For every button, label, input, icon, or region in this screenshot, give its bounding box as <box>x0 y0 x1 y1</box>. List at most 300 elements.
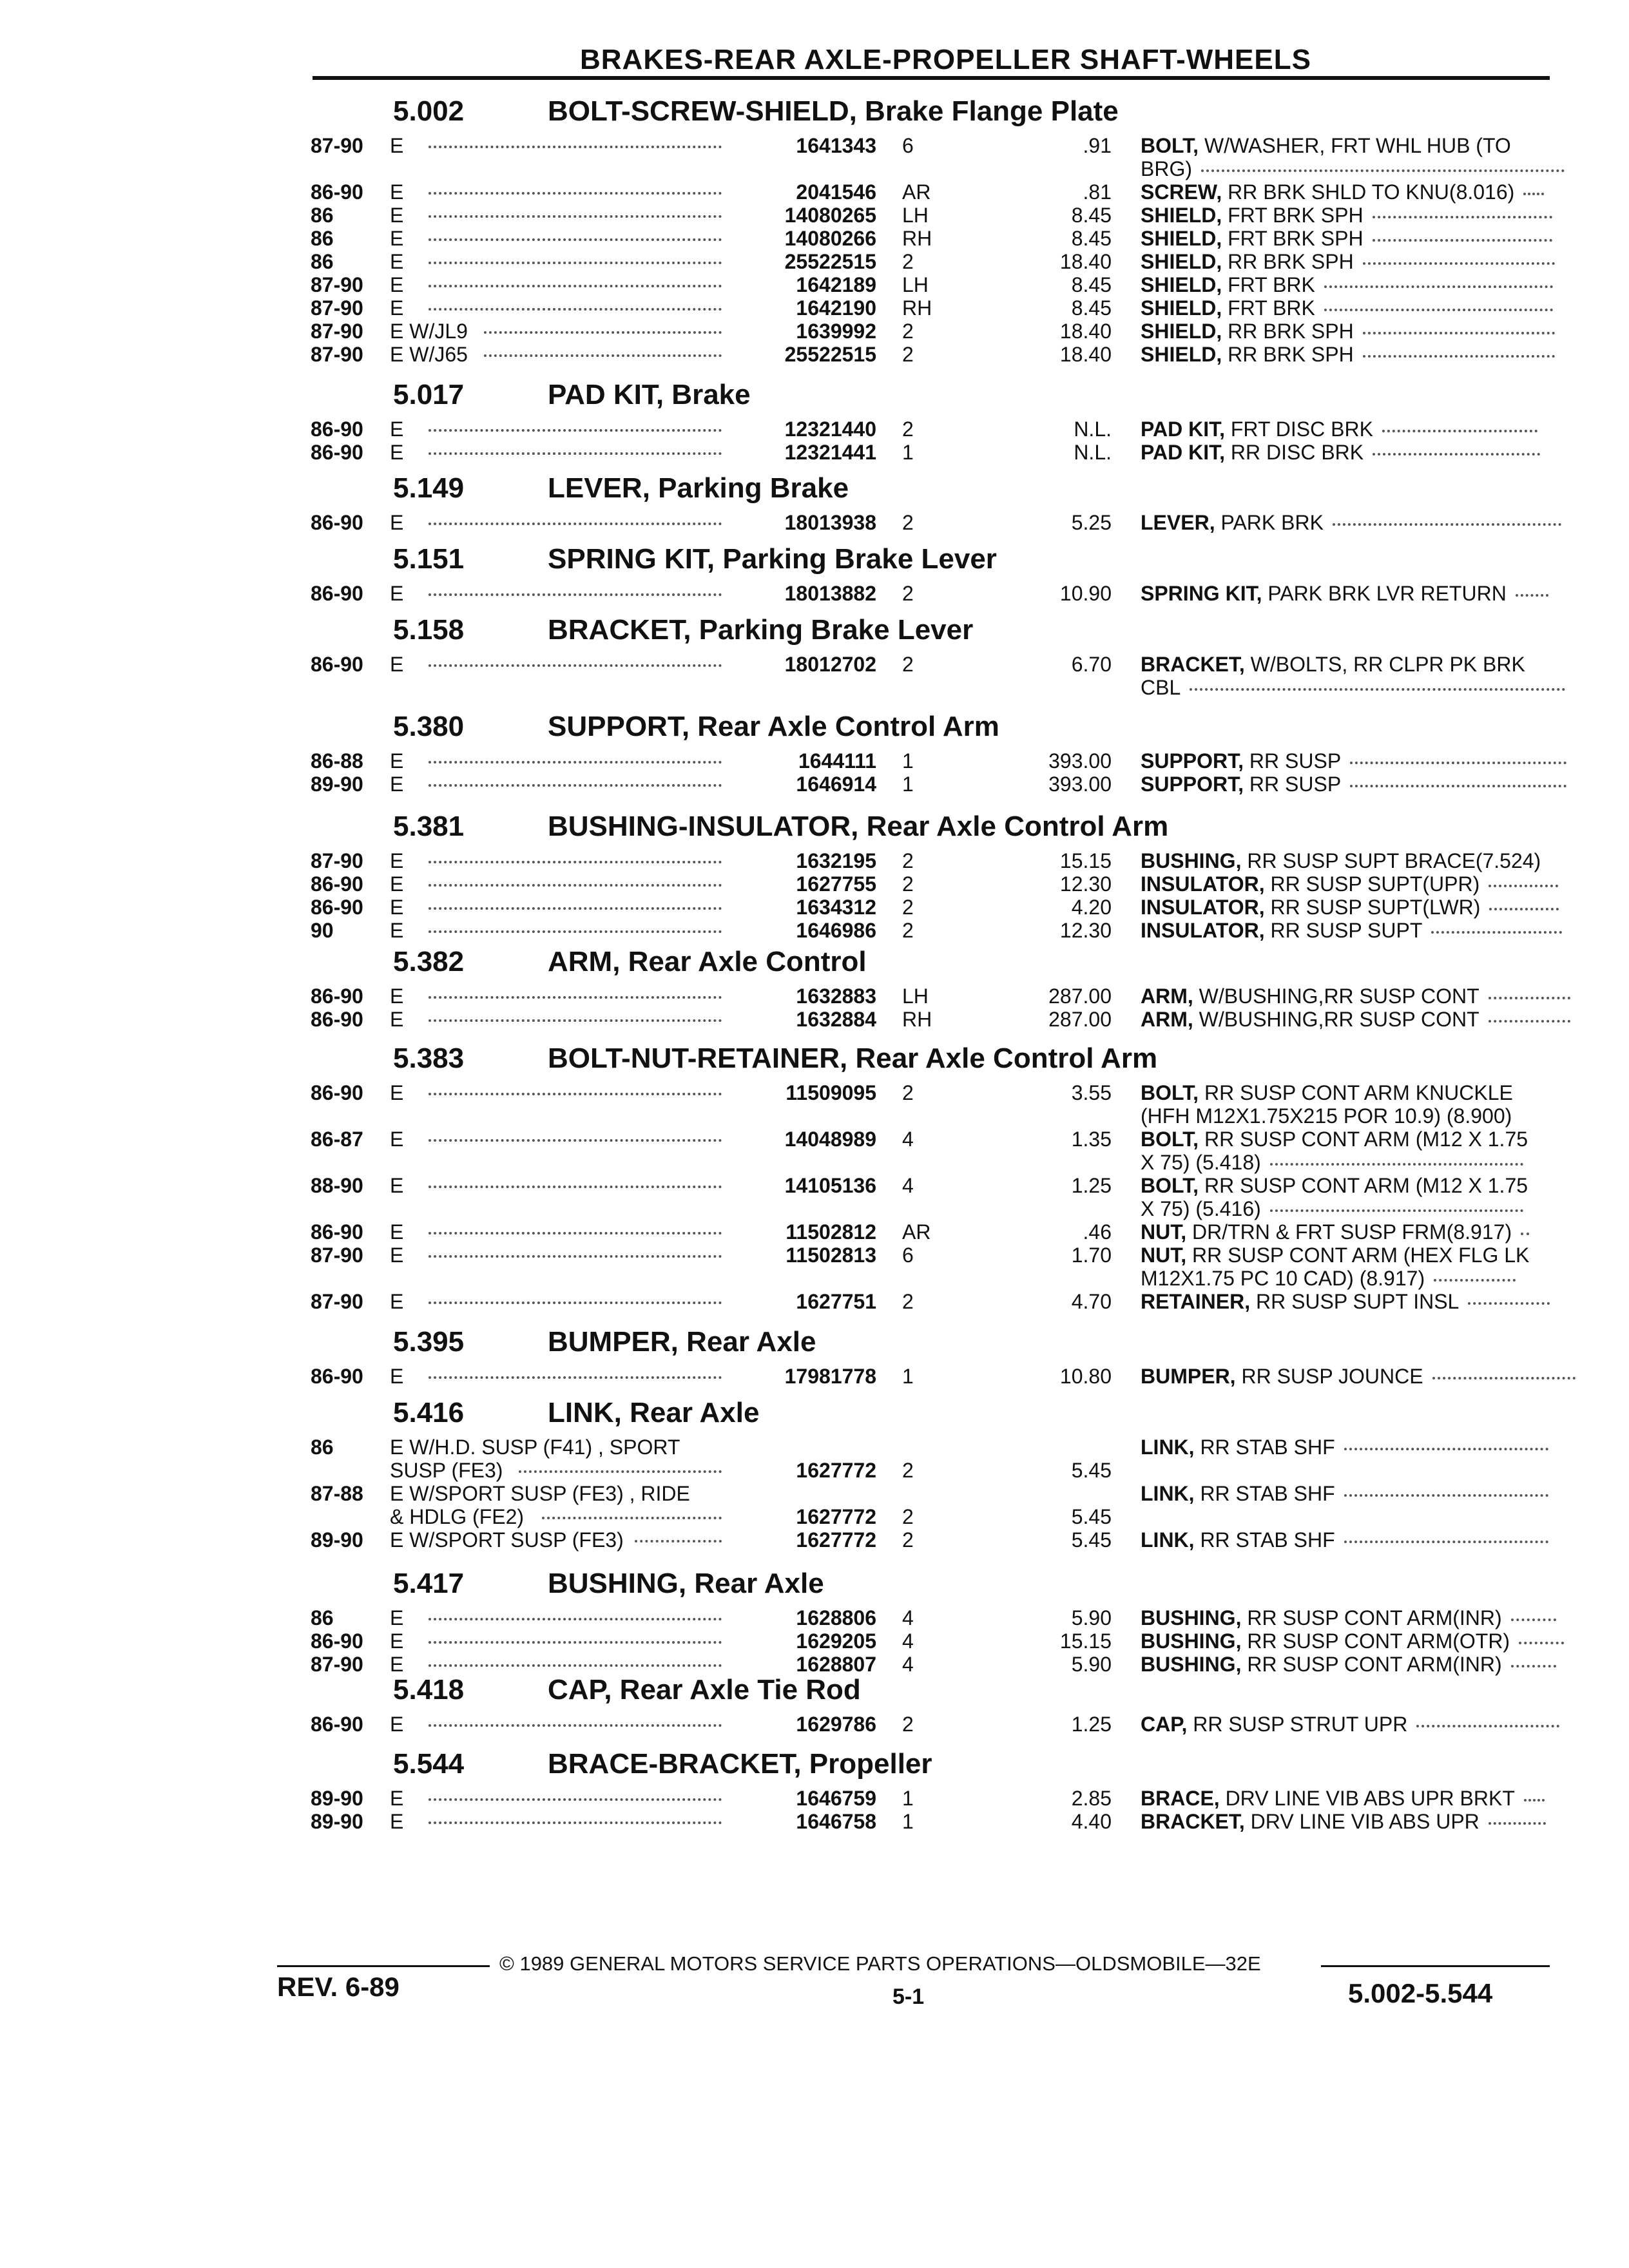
description-detail: RR DISC BRK <box>1224 441 1364 464</box>
section-number: 5.544 <box>393 1748 465 1780</box>
description-detail: FRT BRK <box>1222 273 1315 296</box>
description-leader <box>1516 594 1548 597</box>
description-detail: W/BUSHING,RR SUSP CONT <box>1193 985 1480 1008</box>
description-line <box>1141 1290 1566 1313</box>
description-noun: BOLT, <box>1141 134 1199 157</box>
part-row <box>303 511 1566 534</box>
quantity: RH <box>902 1008 932 1031</box>
part-row <box>303 343 1566 366</box>
model-usage <box>390 1174 403 1197</box>
price: N.L. <box>1074 418 1112 441</box>
model-usage <box>390 227 403 250</box>
footer-revision: REV. 6-89 <box>277 1972 400 2002</box>
quantity: 2 <box>902 582 914 605</box>
section-number: 5.395 <box>393 1326 465 1358</box>
quantity: 1 <box>902 441 914 464</box>
model-usage <box>390 180 403 204</box>
model-usage <box>390 1244 403 1267</box>
price: 6.70 <box>1071 653 1112 676</box>
quantity: LH <box>902 985 929 1008</box>
price: 18.40 <box>1059 343 1112 366</box>
model-years: 87-90 <box>311 134 363 157</box>
model-years: 86-90 <box>311 1713 363 1736</box>
quantity: 2 <box>902 653 914 676</box>
description-noun: ARM, <box>1141 985 1193 1008</box>
description-line <box>1141 441 1566 464</box>
quantity: 4 <box>902 1653 914 1676</box>
description-detail: PARK BRK LVR RETURN <box>1262 582 1507 605</box>
model-years: 86-90 <box>311 872 363 896</box>
part-number: 1628806 <box>796 1606 876 1629</box>
part-row <box>303 1606 1566 1629</box>
section-number: 5.149 <box>393 472 465 504</box>
dot-leader <box>429 215 722 218</box>
part-number: 14080265 <box>784 204 876 227</box>
model-usage <box>390 849 403 872</box>
model-usage-line: E <box>390 1365 404 1388</box>
description-detail: FRT BRK SPH <box>1222 227 1364 250</box>
description-noun: LEVER, <box>1141 511 1215 534</box>
section-title: BRACE-BRACKET, Propeller <box>548 1748 932 1780</box>
dot-leader <box>635 1540 722 1542</box>
description-noun: NUT, <box>1141 1244 1187 1267</box>
price: 1.70 <box>1071 1244 1112 1267</box>
description-noun: CAP, <box>1141 1713 1188 1736</box>
catalog-section <box>303 543 1566 605</box>
part-number: 18013938 <box>784 511 876 534</box>
model-usage-line: SUSP (FE3) <box>390 1459 503 1482</box>
part-number: 1646914 <box>796 773 876 796</box>
part-number: 18013882 <box>784 582 876 605</box>
model-years: 86 <box>311 1436 334 1459</box>
part-description <box>1141 1787 1566 1810</box>
description-noun: SCREW, <box>1141 180 1222 204</box>
description-noun: BUSHING, <box>1141 1606 1242 1629</box>
description-noun: BOLT, <box>1141 1081 1199 1104</box>
section-heading <box>303 811 1566 849</box>
section-heading <box>303 543 1566 582</box>
part-description <box>1141 1810 1566 1833</box>
model-usage <box>390 896 403 919</box>
description-noun: SHIELD, <box>1141 320 1222 343</box>
model-usage-line: E <box>390 1653 404 1676</box>
model-usage <box>390 919 403 942</box>
part-number: 1627772 <box>796 1459 876 1482</box>
description-detail: RR SUSP SUPT(LWR) <box>1264 896 1481 919</box>
description-noun: SUPPORT, <box>1141 773 1244 796</box>
model-years: 87-90 <box>311 1653 363 1676</box>
price: 3.55 <box>1071 1081 1112 1104</box>
dot-leader <box>429 664 722 667</box>
part-number: 1646759 <box>796 1787 876 1810</box>
description-text: CBL <box>1141 676 1181 699</box>
model-years: 87-90 <box>311 849 363 872</box>
description-detail: RR SUSP CONT ARM(INR) <box>1241 1606 1502 1629</box>
part-number: 1629786 <box>796 1713 876 1736</box>
description-leader <box>1523 193 1544 195</box>
footer-copyright: © 1989 GENERAL MOTORS SERVICE PARTS OPERATIONS—OLDSMOBILE—32E <box>499 1952 1261 1975</box>
part-description <box>1141 1528 1566 1552</box>
description-leader <box>1270 1163 1523 1166</box>
section-heading <box>303 1043 1566 1081</box>
dot-leader <box>429 1019 722 1022</box>
description-line <box>1141 896 1566 919</box>
description-line <box>1141 676 1566 699</box>
description-detail: FRT BRK SPH <box>1222 204 1364 227</box>
description-line <box>1141 320 1566 343</box>
description-line <box>1141 1008 1566 1031</box>
price: 18.40 <box>1059 320 1112 343</box>
model-years: 86 <box>311 250 334 273</box>
model-years: 89-90 <box>311 1810 363 1833</box>
quantity: 1 <box>902 749 914 773</box>
quantity: 1 <box>902 1787 914 1810</box>
model-years: 86-87 <box>311 1128 363 1151</box>
dot-leader <box>429 1724 722 1727</box>
dot-leader <box>429 1255 722 1258</box>
description-line <box>1141 1787 1566 1810</box>
part-description <box>1141 1482 1566 1505</box>
dot-leader <box>429 523 722 525</box>
description-noun: INSULATOR, <box>1141 872 1265 896</box>
section-heading <box>303 472 1566 511</box>
section-heading <box>303 1326 1566 1365</box>
dot-leader <box>429 146 722 148</box>
model-usage-line: E W/SPORT SUSP (FE3) <box>390 1528 624 1552</box>
footer-rule-left <box>277 1965 490 1967</box>
part-number: 14048989 <box>784 1128 876 1151</box>
part-row <box>303 872 1566 896</box>
price: 393.00 <box>1048 773 1112 796</box>
part-description <box>1141 1220 1566 1244</box>
part-description <box>1141 919 1566 942</box>
dot-leader <box>429 1664 722 1667</box>
description-line <box>1141 1482 1566 1505</box>
section-title: ARM, Rear Axle Control <box>548 946 867 977</box>
model-usage-line: E <box>390 582 404 605</box>
price: 10.90 <box>1059 582 1112 605</box>
part-number: 1642189 <box>796 273 876 296</box>
description-text: X 75) (5.416) <box>1141 1197 1261 1220</box>
part-number: 2041546 <box>796 180 876 204</box>
model-years: 89-90 <box>311 1528 363 1552</box>
description-line <box>1141 1629 1566 1653</box>
part-row <box>303 985 1566 1008</box>
dot-leader <box>429 1376 722 1379</box>
part-number: 1646986 <box>796 919 876 942</box>
part-row <box>303 1713 1566 1736</box>
part-description <box>1141 1081 1566 1128</box>
dot-leader <box>429 262 722 264</box>
part-description <box>1141 1436 1566 1459</box>
part-description <box>1141 1606 1566 1629</box>
model-years: 87-90 <box>311 320 363 343</box>
description-leader <box>1201 169 1565 172</box>
quantity: 2 <box>902 418 914 441</box>
model-usage <box>390 1482 690 1528</box>
part-description <box>1141 1713 1566 1736</box>
description-detail: RR SUSP JOUNCE <box>1235 1365 1423 1388</box>
quantity: 1 <box>902 1365 914 1388</box>
price: .91 <box>1083 134 1112 157</box>
part-row <box>303 1810 1566 1833</box>
part-number: 1629205 <box>796 1629 876 1653</box>
model-years: 86-90 <box>311 582 363 605</box>
section-heading <box>303 711 1566 749</box>
description-detail: RR SUSP SUPT BRACE(7.524) <box>1241 849 1541 872</box>
model-usage-line: E <box>390 1128 404 1151</box>
part-description <box>1141 320 1566 343</box>
model-years: 86-90 <box>311 511 363 534</box>
price: 5.45 <box>1071 1505 1112 1528</box>
part-number: 18012702 <box>784 653 876 676</box>
description-detail: RR STAB SHF <box>1194 1528 1335 1552</box>
section-number: 5.158 <box>393 614 465 646</box>
catalog-section <box>303 1326 1566 1388</box>
part-row <box>303 204 1566 227</box>
part-description <box>1141 1244 1566 1290</box>
model-usage <box>390 1290 403 1313</box>
part-number: 1627755 <box>796 872 876 896</box>
quantity: LH <box>902 204 929 227</box>
model-usage-line: E <box>390 511 404 534</box>
part-number: 1641343 <box>796 134 876 157</box>
price: 5.25 <box>1071 511 1112 534</box>
part-description <box>1141 204 1566 227</box>
description-detail: FRT DISC BRK <box>1224 418 1373 441</box>
description-line <box>1141 1436 1566 1459</box>
dot-leader <box>484 331 722 334</box>
description-noun: PAD KIT, <box>1141 418 1225 441</box>
part-number: 1644111 <box>798 749 876 773</box>
description-noun: BRACKET, <box>1141 653 1245 676</box>
part-number: 1627772 <box>796 1528 876 1552</box>
part-number: 11509095 <box>786 1081 876 1104</box>
description-noun: LINK, <box>1141 1436 1195 1459</box>
model-usage-line: E W/JL9 <box>390 320 468 343</box>
quantity: 2 <box>902 320 914 343</box>
description-detail: FRT BRK <box>1222 296 1315 320</box>
description-leader <box>1489 908 1559 910</box>
model-years: 86-90 <box>311 1629 363 1653</box>
description-noun: LINK, <box>1141 1482 1195 1505</box>
description-line <box>1141 511 1566 534</box>
model-years: 86-90 <box>311 418 363 441</box>
dot-leader <box>429 285 722 287</box>
price: 15.15 <box>1059 849 1112 872</box>
price: 1.35 <box>1071 1128 1112 1151</box>
description-line <box>1141 204 1566 227</box>
catalog-section <box>303 614 1566 699</box>
price: .46 <box>1083 1220 1112 1244</box>
price: 12.30 <box>1059 872 1112 896</box>
model-usage-line: E <box>390 1244 404 1267</box>
price: 8.45 <box>1071 204 1112 227</box>
model-usage-line: E <box>390 441 404 464</box>
description-line <box>1141 250 1566 273</box>
part-row <box>303 273 1566 296</box>
section-title: BUSHING, Rear Axle <box>548 1568 824 1599</box>
part-row <box>303 1174 1566 1220</box>
part-row <box>303 582 1566 605</box>
part-number: 1634312 <box>796 896 876 919</box>
model-years: 86-88 <box>311 749 363 773</box>
description-leader <box>1524 1799 1545 1802</box>
description-line <box>1141 653 1566 676</box>
part-row <box>303 1629 1566 1653</box>
part-row <box>303 1436 1566 1482</box>
part-description <box>1141 418 1566 441</box>
description-detail: RR BRK SHLD TO KNU(8.016) <box>1222 180 1515 204</box>
section-number: 5.381 <box>393 811 465 842</box>
model-usage <box>390 653 403 676</box>
part-row <box>303 1653 1566 1676</box>
part-row <box>303 919 1566 942</box>
description-leader <box>1344 1448 1548 1450</box>
dot-leader <box>429 784 722 787</box>
description-line <box>1141 1081 1566 1104</box>
description-leader <box>1468 1302 1550 1305</box>
quantity: 2 <box>902 511 914 534</box>
quantity: 1 <box>902 1810 914 1833</box>
price: 8.45 <box>1071 296 1112 320</box>
model-usage <box>390 250 403 273</box>
quantity: RH <box>902 227 932 250</box>
description-leader <box>1416 1725 1559 1727</box>
model-usage-line: E <box>390 1606 404 1629</box>
dot-leader <box>429 308 722 311</box>
description-leader <box>1511 1619 1556 1621</box>
description-detail: RR BRK SPH <box>1222 250 1354 273</box>
description-leader <box>1489 997 1570 999</box>
description-noun: BUSHING, <box>1141 849 1242 872</box>
part-row <box>303 1528 1566 1552</box>
description-detail: RR SUSP SUPT <box>1264 919 1423 942</box>
quantity: 2 <box>902 1290 914 1313</box>
part-description <box>1141 511 1566 534</box>
part-description <box>1141 1365 1566 1388</box>
section-title: SUPPORT, Rear Axle Control Arm <box>548 711 999 742</box>
model-usage <box>390 872 403 896</box>
description-line <box>1141 1244 1566 1267</box>
dot-leader <box>429 593 722 596</box>
quantity: 2 <box>902 1081 914 1104</box>
part-row <box>303 1220 1566 1244</box>
section-number: 5.417 <box>393 1568 465 1599</box>
part-description <box>1141 582 1566 605</box>
catalog-section <box>303 1043 1566 1313</box>
description-leader <box>1521 1233 1529 1235</box>
quantity: 2 <box>902 872 914 896</box>
description-detail: W/BOLTS, RR CLPR PK BRK <box>1244 653 1525 676</box>
model-usage-line: E <box>390 1008 404 1031</box>
description-detail: RR BRK SPH <box>1222 320 1354 343</box>
description-detail: PARK BRK <box>1215 511 1324 534</box>
description-leader <box>1489 1020 1570 1023</box>
description-leader <box>1431 931 1562 934</box>
part-description <box>1141 773 1566 796</box>
model-usage <box>390 582 403 605</box>
quantity: 6 <box>902 1244 914 1267</box>
description-line <box>1141 1104 1566 1128</box>
description-noun: NUT, <box>1141 1220 1187 1244</box>
header-rule <box>313 76 1550 80</box>
description-line <box>1141 343 1566 366</box>
model-usage <box>390 985 403 1008</box>
description-noun: SPRING KIT, <box>1141 582 1262 605</box>
catalog-section <box>303 472 1566 534</box>
price: 10.80 <box>1059 1365 1112 1388</box>
part-row <box>303 320 1566 343</box>
quantity: 2 <box>902 1528 914 1552</box>
price: 15.15 <box>1059 1629 1112 1653</box>
description-leader <box>1350 762 1566 764</box>
section-number: 5.017 <box>393 379 465 410</box>
description-noun: SHIELD, <box>1141 227 1222 250</box>
model-usage <box>390 204 403 227</box>
price: 18.40 <box>1059 250 1112 273</box>
description-line <box>1141 418 1566 441</box>
section-heading <box>303 614 1566 653</box>
part-description <box>1141 653 1566 699</box>
quantity: AR <box>902 1220 931 1244</box>
part-description <box>1141 1008 1566 1031</box>
quantity: 2 <box>902 1459 914 1482</box>
description-leader <box>1432 1377 1576 1379</box>
price: 4.40 <box>1071 1810 1112 1833</box>
catalog-section <box>303 95 1566 366</box>
catalog-section <box>303 379 1566 464</box>
description-leader <box>1363 355 1555 358</box>
description-detail: W/WASHER, FRT WHL HUB (TO <box>1199 134 1511 157</box>
description-line <box>1141 157 1566 180</box>
section-title: BOLT-SCREW-SHIELD, Brake Flange Plate <box>548 95 1119 127</box>
footer-section-range: 5.002-5.544 <box>1348 1978 1493 2008</box>
model-usage-line: E <box>390 773 404 796</box>
description-noun: BOLT, <box>1141 1174 1199 1197</box>
quantity: 6 <box>902 134 914 157</box>
description-detail: RR SUSP <box>1244 773 1342 796</box>
description-line <box>1141 134 1566 157</box>
description-line <box>1141 1220 1566 1244</box>
quantity: 2 <box>902 849 914 872</box>
part-number: 12321440 <box>784 418 876 441</box>
page-title: BRAKES-REAR AXLE-PROPELLER SHAFT-WHEELS <box>580 44 1311 75</box>
part-row <box>303 896 1566 919</box>
quantity: AR <box>902 180 931 204</box>
model-usage-line: E <box>390 204 404 227</box>
description-line <box>1141 582 1566 605</box>
part-description <box>1141 896 1566 919</box>
model-usage <box>390 749 403 773</box>
description-noun: SHIELD, <box>1141 296 1222 320</box>
catalog-section <box>303 811 1566 942</box>
part-description <box>1141 273 1566 296</box>
section-number: 5.382 <box>393 946 465 977</box>
description-line <box>1141 227 1566 250</box>
description-line <box>1141 1528 1566 1552</box>
model-usage-line: E <box>390 273 404 296</box>
description-leader <box>1373 239 1552 242</box>
part-number: 1632884 <box>796 1008 876 1031</box>
part-number: 1639992 <box>796 320 876 343</box>
model-usage <box>390 296 403 320</box>
model-usage <box>390 134 403 157</box>
description-leader <box>1519 1642 1564 1644</box>
catalog-section <box>303 1397 1566 1552</box>
description-detail: RR STAB SHF <box>1194 1482 1335 1505</box>
model-usage-line: E <box>390 1081 404 1104</box>
